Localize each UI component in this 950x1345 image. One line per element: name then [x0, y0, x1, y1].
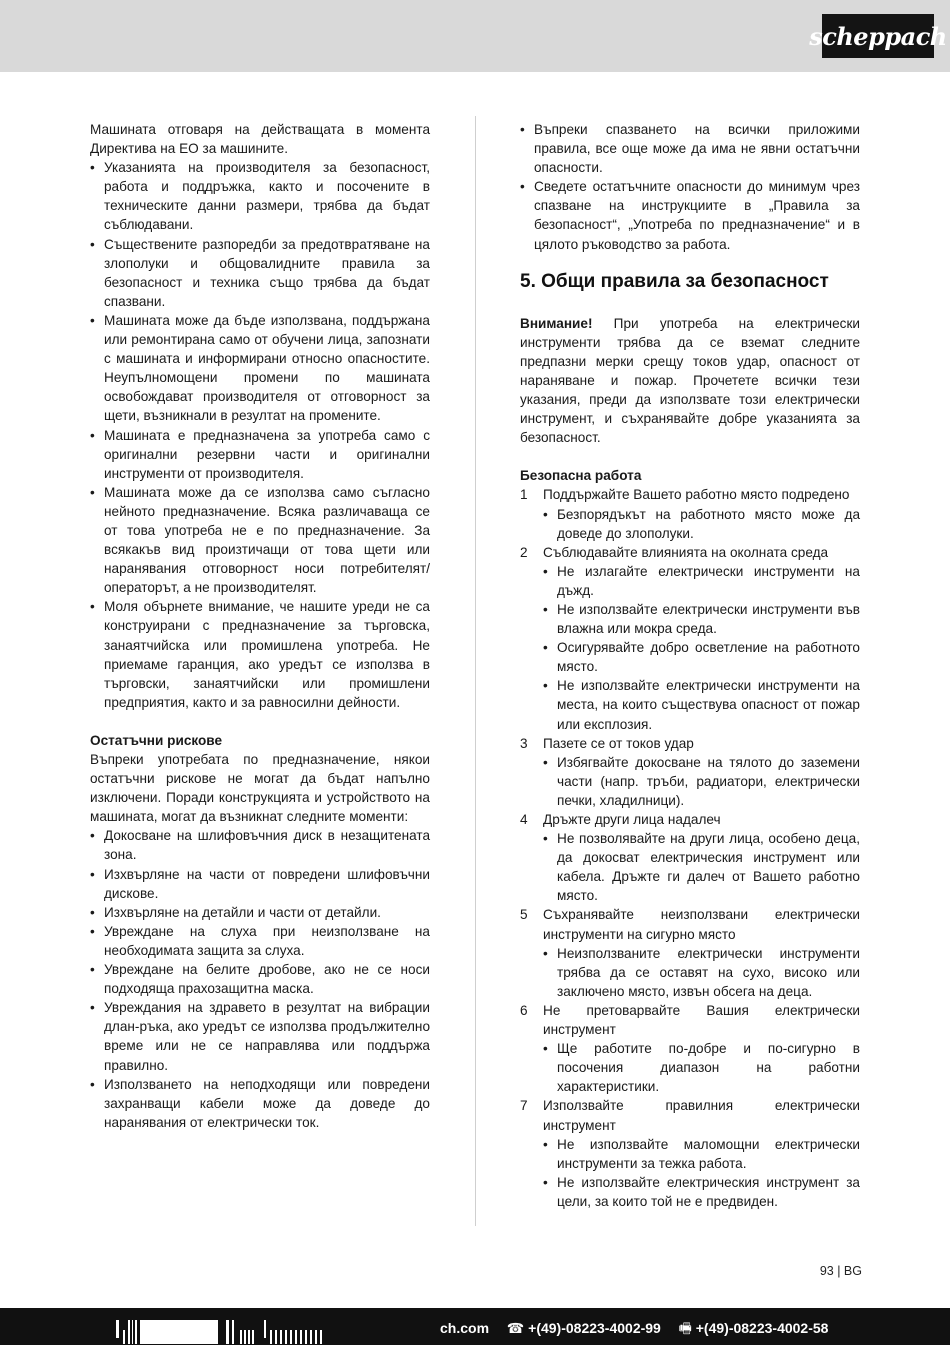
warning-text: При употреба на електрически инструменти трябва да се вземат следните предпазни мерки срещу токов удар, опасност от нараняване и пожар. Прочетете всички тези указания, преди да използвате този електрически инструмент, и съхранявайте добре указанията за безопасност.: [520, 315, 860, 446]
item-text: Дръжте други лица надалеч: [543, 812, 721, 827]
safety-rules-list: [520, 485, 860, 1211]
list-item: • Не използвайте маломощни електрически инструменти за тежка работа.: [543, 1135, 860, 1173]
sub-list: [543, 1135, 860, 1211]
list-item: • Не излагайте електрически инструменти на дъжд.: [543, 562, 860, 600]
list-item: • Използването на неподходящи или повредени захранващи кабели може да доведе до наранявания от електрически ток.: [90, 1075, 430, 1132]
safe-work-heading: Безопасна работа: [520, 468, 642, 484]
list-item: • Указанията на производителя за безопасност, работа и поддръжка, както и посочените в техническите данни размери, трябва да бъдат съблюдавани.: [90, 158, 430, 234]
residual-risks-intro: Въпреки употребата по предназначение, някои остатъчни рискове не могат да бъдат напълно изключени. Поради конструкцията и устройството на машината, могат да възникнат следните моменти:: [90, 752, 430, 825]
item-text: Използвайте правилния електрически инструмент: [543, 1098, 860, 1133]
phone-icon: ☎: [506, 1320, 525, 1336]
list-item: • Машината може да бъде използвана, поддържана или ремонтирана само от обучени лица, запознати с машината и информирани относно опасностите. Неупълномощени промени по машината освобождават производителя от отговорност за щети, възникнали в резултат на промените.: [90, 311, 430, 426]
sub-list: [543, 505, 860, 543]
list-item: • Въпреки спазването на всички приложими правила, все още може да има не явни остатъчни опасности.: [520, 120, 860, 177]
barcode-strip: [116, 1320, 434, 1344]
list-item: • Увреждане на белите дробове, ако не се носи подходяща прахозащитна маска.: [90, 960, 430, 998]
page-number: 93 | BG: [819, 1264, 862, 1278]
fax-number: +(49)-08223-4002-58: [695, 1320, 829, 1336]
list-item: • Моля обърнете внимание, че нашите уреди не са конструирани с предназначение за търговска, занаятчийска или промишлена употреба. Не приемаме гаранция, ако уредът се използва в търговски, занаятчийски или промишлени предприятия, както и за равносилни дейности.: [90, 597, 430, 712]
list-item: • Докосване на шлифовъчния диск в незащитената зона.: [90, 826, 430, 864]
list-item: • Съществените разпоредби за предотвратяване на злополуки и общовалидните правила за безопасност и техника също трябва да бъдат спазвани.: [90, 235, 430, 311]
item-text: Не претоварвайте Вашия електрически инструмент: [543, 1002, 860, 1038]
list-item: [520, 810, 860, 905]
list-item: • Неизползваните електрически инструменти трябва да се оставят на сухо, високо или заключено място, извън обсега на деца.: [543, 944, 860, 1001]
residual-risks-heading: Остатъчни рискове: [90, 732, 223, 748]
sub-list: [543, 944, 860, 1001]
intro-paragraph: Машината отговаря на действащата в момента Директива на ЕО за машините.: [90, 122, 430, 157]
list-item: • Ще работите по-добре и по-сигурно в посочения диапазон на работни характеристики.: [543, 1039, 860, 1096]
list-item: • Изхвърляне на детайли и части от детайли.: [90, 903, 430, 922]
list-item: [520, 1096, 860, 1211]
phone-number: +(49)-08223-4002-99: [528, 1320, 661, 1336]
list-item: • Изхвърляне на части от повредени шлифовъчни дискове.: [90, 865, 430, 903]
right-column: [520, 120, 860, 1211]
item-number: 2: [520, 544, 528, 560]
column-divider: [475, 116, 476, 1226]
brand-logo: scheppach: [822, 14, 934, 58]
list-item: • Увреждания на здравето в резултат на вибрации длан-ръка, ако уредът се използва продължително време или не се направлява или поддържа правилно.: [90, 998, 430, 1074]
header-bar: [0, 0, 950, 72]
intro-bullet-list: [90, 158, 430, 712]
website-fragment: ch.com: [440, 1320, 490, 1336]
item-number: 4: [520, 812, 528, 827]
list-item: [520, 1001, 860, 1096]
list-item: [520, 905, 860, 1000]
sub-list: [543, 1039, 860, 1096]
item-text: Съхранявайте неизползвани електрически инструменти на сигурно място: [543, 907, 860, 942]
sub-list: [543, 562, 860, 734]
list-item: [520, 734, 860, 810]
list-item: • Машината е предназначена за употреба само с оригинални резервни части и оригинални инструменти от производителя.: [90, 426, 430, 483]
footer-contact: [440, 1318, 828, 1342]
item-number: 3: [520, 735, 528, 751]
sub-list: [543, 829, 860, 905]
list-item: • Не позволявайте на други лица, особено деца, да докосват електрическия инструмент или кабела. Дръжте ги далеч от Вашето работно място.: [543, 829, 860, 905]
list-item: • Осигурявайте добро осветление на работното място.: [543, 638, 860, 676]
sub-list: [543, 753, 860, 810]
item-number: 7: [520, 1098, 528, 1114]
left-column: [90, 120, 430, 1132]
list-item: [520, 543, 860, 734]
list-item: [520, 485, 860, 542]
list-item: • Увреждане на слуха при неизползване на необходимата защита за слуха.: [90, 922, 430, 960]
item-number: 5: [520, 907, 528, 923]
section-title: 5. Общи правила за безопасност: [520, 270, 829, 292]
warning-paragraph: [520, 314, 860, 448]
list-item: • Безпорядъкът на работното място може да доведе до злополуки.: [543, 505, 860, 543]
list-item: • Машината може да се използва само съгласно нейното предназначение. Всяка различаваща се от това употреба не е по предназначение. За всякакъв вид произтичащи от това щети или наранявания отговорност носи потребителят/операторът, а не производителят.: [90, 483, 430, 598]
item-number: 6: [520, 1002, 528, 1018]
fax-icon: 🖷: [678, 1320, 692, 1336]
item-text: Поддържайте Вашето работно място подредено: [543, 487, 850, 503]
item-number: 1: [520, 487, 528, 503]
residual-continued-list: [520, 120, 860, 254]
residual-risks-list: [90, 826, 430, 1132]
list-item: • Избягвайте докосване на тялото до заземени части (напр. тръби, радиатори, електрически печки, хладилници).: [543, 753, 860, 810]
item-text: Съблюдавайте влиянията на околната среда: [543, 544, 829, 560]
footer-bar: [0, 1308, 950, 1345]
list-item: • Не използвайте електрически инструменти на места, на които съществува опасност от пожар или експлозия.: [543, 676, 860, 733]
item-text: Пазете се от токов удар: [543, 735, 694, 751]
warning-label: Внимание!: [520, 315, 593, 331]
list-item: • Не използвайте електрически инструменти във влажна или мокра среда.: [543, 600, 860, 638]
list-item: • Сведете остатъчните опасности до минимум чрез спазване на инструкциите в „Правила за безопасност“, „Употреба по предназначение“ и в цялото ръководство за работа.: [520, 177, 860, 253]
list-item: • Не използвайте електрическия инструмент за цели, за които той не е предвиден.: [543, 1173, 860, 1211]
